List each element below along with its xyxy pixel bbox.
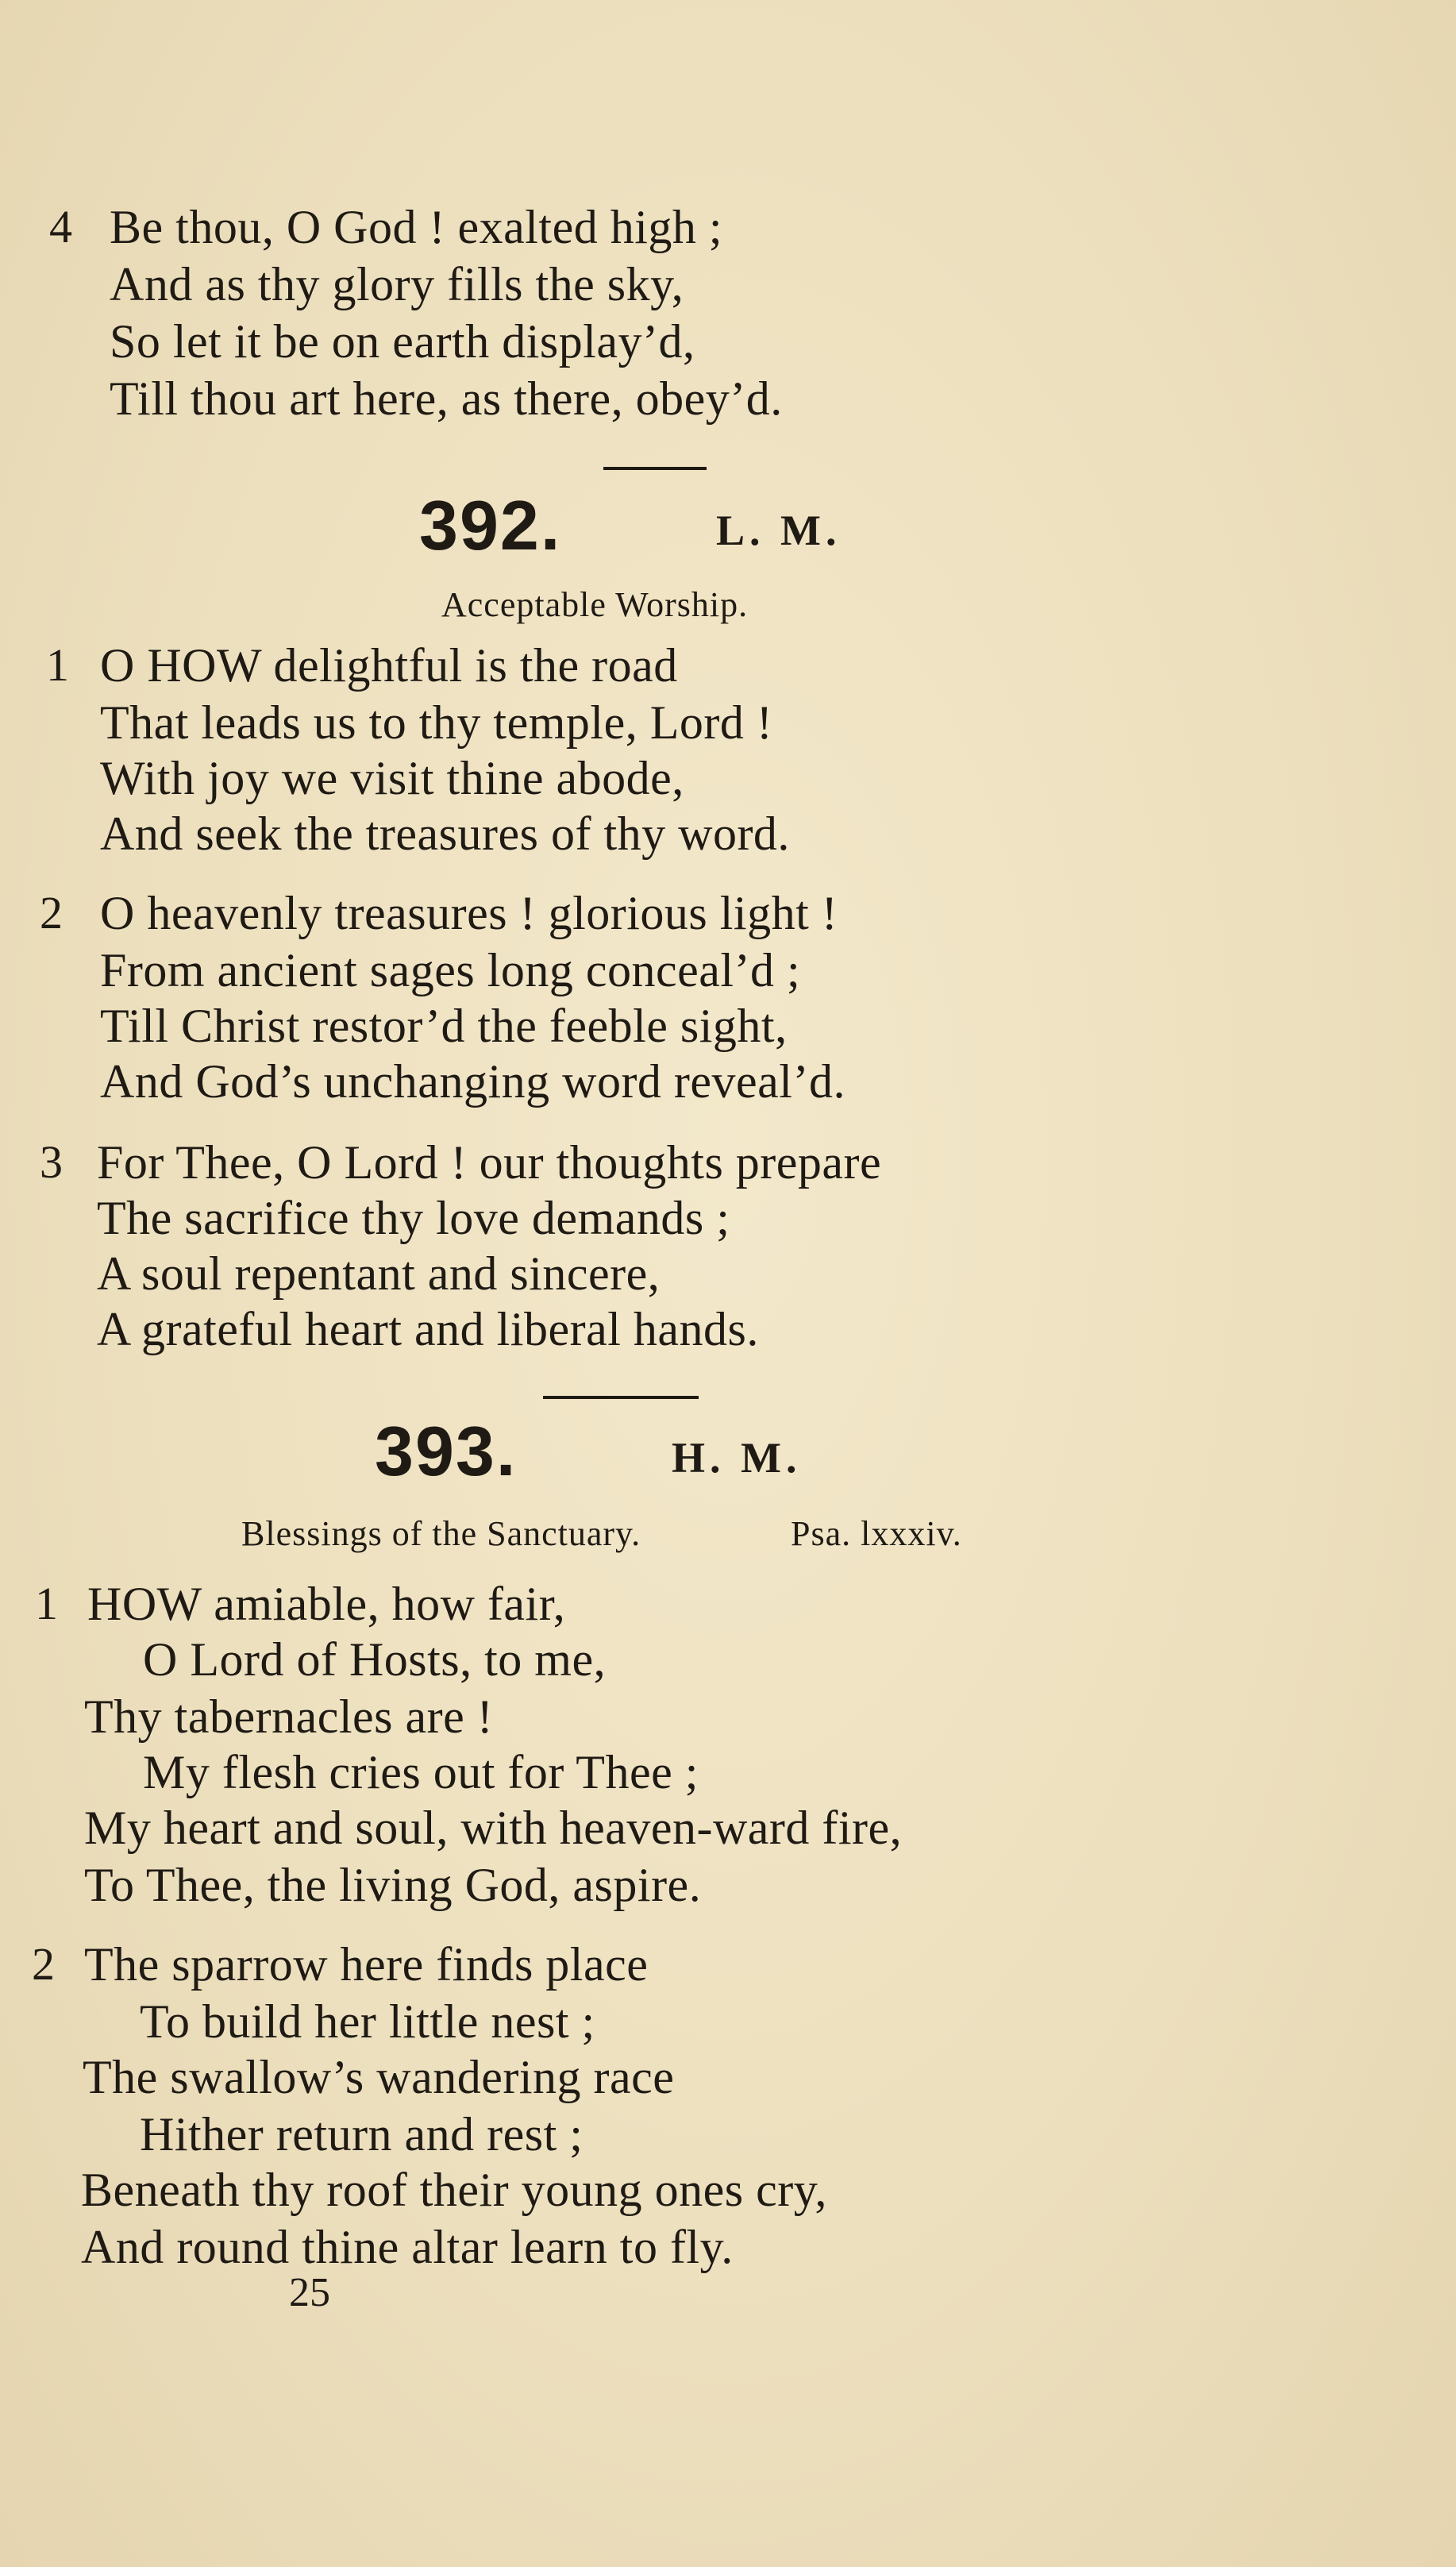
- hymn-title: Acceptable Worship.: [441, 585, 749, 624]
- verse-line: The swallow’s wandering race: [83, 2051, 675, 2103]
- verse-line: HOW amiable, how fair,: [87, 1578, 566, 1630]
- verse-line: Hither return and rest ;: [140, 2108, 584, 2160]
- verse-line: From ancient sages long conceal’d ;: [100, 944, 801, 996]
- verse-line: A grateful heart and liberal hands.: [97, 1303, 759, 1355]
- stanza-number: 3: [40, 1136, 63, 1188]
- hymn-title: Blessings of the Sanctuary.: [241, 1514, 641, 1553]
- verse-line: Thy tabernacles are !: [84, 1690, 494, 1743]
- verse-line: The sparrow here finds place: [84, 1938, 649, 1991]
- verse-line: My heart and soul, with heaven-ward fire,: [84, 1802, 903, 1854]
- verse-line: O heavenly treasures ! glorious light !: [100, 887, 838, 939]
- hymn-number: 392.: [419, 486, 562, 565]
- verse-line: And round thine altar learn to fly.: [81, 2221, 734, 2273]
- section-rule: [543, 1396, 699, 1399]
- hymn-meter: L. M.: [716, 507, 842, 554]
- scripture-reference: Psa. lxxxiv.: [791, 1514, 962, 1553]
- verse-line: And God’s unchanging word reveal’d.: [100, 1055, 845, 1108]
- verse-line: That leads us to thy temple, Lord !: [100, 696, 773, 749]
- stanza-number: 2: [32, 1938, 55, 1990]
- hymn-number: 393.: [375, 1412, 518, 1490]
- stanza-number: 1: [35, 1578, 58, 1629]
- verse-line: So let it be on earth display’d,: [110, 315, 695, 368]
- verse-line: Till Christ restor’d the feeble sight,: [100, 1000, 788, 1052]
- verse-line: With joy we visit thine abode,: [100, 752, 684, 804]
- section-rule: [603, 467, 707, 470]
- verse-line: My flesh cries out for Thee ;: [143, 1746, 699, 1798]
- stanza-number: 2: [40, 887, 63, 939]
- verse-line: To build her little nest ;: [140, 1995, 595, 2048]
- verse-line: O HOW delightful is the road: [100, 639, 678, 692]
- verse-line: A soul repentant and sincere,: [97, 1247, 661, 1300]
- page-number: 25: [289, 2270, 330, 2315]
- verse-line: Beneath thy roof their young ones cry,: [81, 2164, 827, 2216]
- verse-line: O Lord of Hosts, to me,: [143, 1633, 607, 1686]
- verse-line: Till thou art here, as there, obey’d.: [110, 372, 783, 425]
- stanza-number: 1: [46, 639, 69, 691]
- verse-line: Be thou, O God ! exalted high ;: [110, 201, 723, 253]
- verse-line: For Thee, O Lord ! our thoughts prepare: [97, 1136, 882, 1189]
- verse-line: And seek the treasures of thy word.: [100, 807, 790, 860]
- verse-line: And as thy glory fills the sky,: [110, 258, 684, 310]
- stanza-number: 4: [49, 201, 72, 252]
- verse-line: To Thee, the living God, aspire.: [84, 1859, 702, 1911]
- hymn-meter: H. M.: [672, 1434, 802, 1482]
- verse-line: The sacrifice thy love demands ;: [97, 1192, 730, 1244]
